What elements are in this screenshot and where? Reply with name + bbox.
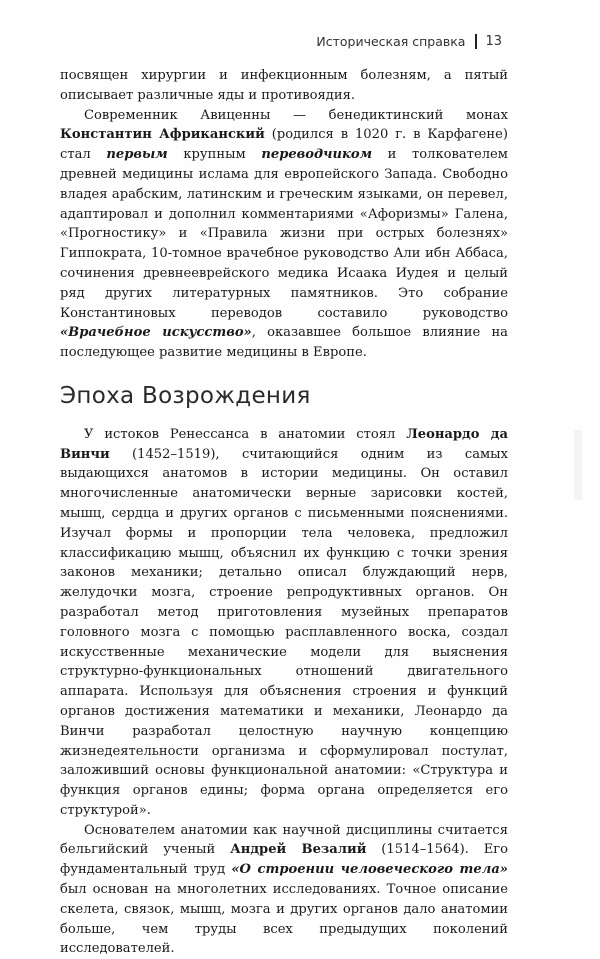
paragraph-1: посвящен хирургии и инфекционным болезням, а пятый описывает различные яды и противоядия. — [60, 68, 508, 103]
text-run: крупным — [167, 147, 262, 163]
text-run: У истоков Ренессанса в анатомии стоял — [84, 426, 407, 442]
person-name-constantine: Константин Африканский — [60, 127, 265, 143]
paragraph-3 — [60, 425, 508, 821]
text-run: и толкователем древней медицины ислама для европейского Запада. Свободно владея арабским, латинским и греческим языками, он перевел, адаптировал и дополнил комментариями «Афоризмы» Галена, «Прогностику» и «Правила жизни при острых болезнях» Гиппократа, 10-томное врачебное руководство Али ибн Аббаса, сочинения древнееврейского медика Исаака Иудея и целый ряд других литературных памятников. Это собрание Константиновых переводов составило руководство — [60, 147, 508, 321]
book-title-fabrica: «О строении человеческого тела» — [231, 862, 508, 878]
emphasis-translator: переводчиком — [261, 147, 373, 163]
page-number: 13 — [485, 34, 502, 49]
paragraph-4 — [60, 821, 508, 959]
person-name-vesalius: Андрей Везалий — [230, 842, 367, 858]
text-run: Основателем анатомии как научной дисциплины считается бельгийский ученый — [60, 822, 508, 858]
emphasis-first: первым — [106, 147, 168, 163]
person-name-leonardo: Леонардо да Винчи — [60, 426, 508, 462]
text-run: (1514–1564). Его фундаментальный труд — [60, 842, 508, 878]
text-run: (родился в 1020 г. в Карфагене) стал — [60, 127, 508, 163]
page-body — [60, 66, 508, 959]
paragraph-2 — [60, 106, 508, 363]
text-run: , оказавшее большое влияние на последующее развитие медицины в Европе. — [60, 325, 508, 361]
page-edge-shadow — [574, 430, 582, 500]
text-run: Современник Авиценны — бенедиктинский монах — [84, 107, 508, 123]
header-divider — [475, 34, 477, 49]
running-header — [316, 34, 502, 49]
text-run: (1452–1519), считающийся одним из самых выдающихся анатомов в истории медицины. Он оставил многочисленные анатомически верные зарисовки костей, мышц, сердца и других органов с письменными пояснениями. Изучал формы и пропорции тела человека, предложил классификацию мышц, объяснил их функцию с точки зрения законов механики; детально описал блуждающий нерв, желудочки мозга, строение репродуктивных органов. Он разработал метод приготовления музейных препаратов головного мозга с помощью расплавленного воска, создал искусственные механические модели для выяснения структурно-функциональных отношений двигательного аппарата. Используя для объяснения строения и функций органов достижения математики и механики, Леонардо да Винчи разработал целостную научную концепцию жизнедеятельности организма и сформулировал постулат, заложивший основы функциональной анатомии: «Структура и функция органов едины; форма органа определяется его структурой». — [60, 446, 508, 818]
book-title-medical-art: «Врачебное искусство» — [60, 325, 252, 341]
text-run: был основан на многолетних исследованиях. Точное описание скелета, связок, мышц, мозга и других органов дало анатомии больше, чем труды всех предыдущих поколений исследователей. — [60, 882, 508, 957]
running-header-title: Историческая справка — [316, 34, 466, 49]
section-heading: Эпоха Возрождения — [60, 382, 311, 409]
